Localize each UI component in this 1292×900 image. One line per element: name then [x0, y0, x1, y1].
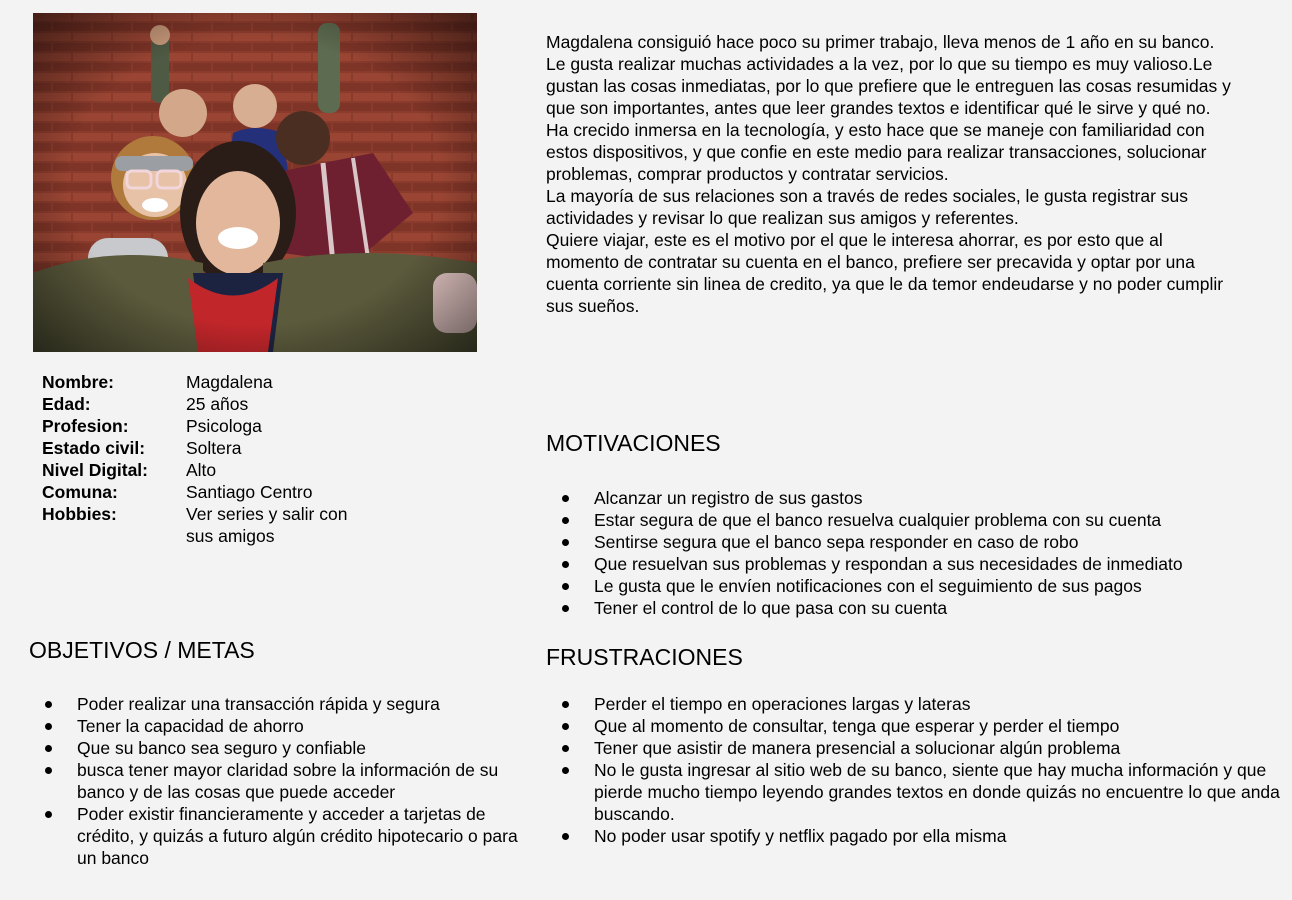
- profile-value: Magdalena: [186, 372, 273, 392]
- profile-value: Psicologa: [186, 416, 262, 436]
- list-item: [546, 737, 1286, 759]
- persona-bio: [546, 31, 1236, 317]
- group-selfie-photo-icon: [33, 13, 477, 352]
- list-item: [546, 553, 1246, 575]
- profile-row-nivel-digital: [42, 459, 356, 481]
- list-item-text: Poder existir financieramente y acceder a tarjetas de crédito, y quizás a futuro algún crédito hipotecario o para un banco: [77, 804, 518, 868]
- list-item-text: Tener el control de lo que pasa con su cuenta: [594, 598, 948, 618]
- list-item: [546, 715, 1286, 737]
- list-item: [29, 803, 529, 869]
- list-item: [29, 737, 529, 759]
- profile-label: Comuna:: [42, 482, 118, 502]
- bio-paragraph: Ha crecido inmersa en la tecnología, y esto hace que se maneje con familiaridad con estos dispositivos, y que confie en este medio para realizar transacciones, solucionar problemas, comprar productos y contratar servicios.: [546, 120, 1207, 184]
- list-item: [546, 759, 1286, 825]
- list-item: [546, 597, 1246, 619]
- profile-value: Alto: [186, 460, 217, 480]
- profile-row-edad: [42, 393, 356, 415]
- profile-value: Santiago Centro: [186, 482, 313, 502]
- objetivos-list: [29, 693, 529, 869]
- list-item-text: Tener la capacidad de ahorro: [77, 716, 304, 736]
- list-item-text: Que al momento de consultar, tenga que esperar y perder el tiempo: [594, 716, 1120, 736]
- profile-value: 25 años: [186, 394, 249, 414]
- list-item-text: busca tener mayor claridad sobre la información de su banco y de las cosas que puede acceder: [77, 760, 499, 802]
- bio-paragraph: Le gusta realizar muchas actividades a la vez, por lo que su tiempo es muy valioso.Le gustan las cosas inmediatas, por lo que prefiere que le entreguen las cosas resumidas y que son importantes, antes que leer grandes textos e identificar qué le sirve y qué no.: [546, 54, 1231, 118]
- persona-photo: [33, 13, 477, 352]
- bio-paragraph: Quiere viajar, este es el motivo por el que le interesa ahorrar, es por esto que al momento de contratar su cuenta en el banco, prefiere ser precavida y optar por una cuenta corriente sin linea de credito, ya que le da temor endeudarse y no poder cumplir sus sueños.: [546, 230, 1224, 316]
- list-item: [29, 693, 529, 715]
- list-item-text: Perder el tiempo en operaciones largas y lateras: [594, 694, 971, 714]
- list-item-text: Poder realizar una transacción rápida y segura: [77, 694, 440, 714]
- list-item-text: Sentirse segura que el banco sepa responder en caso de robo: [594, 532, 1079, 552]
- list-item-text: No le gusta ingresar al sitio web de su banco, siente que hay mucha información y que pierde mucho tiempo leyendo grandes textos en donde quizás no encuentre lo que anda buscando.: [594, 760, 1280, 824]
- list-item: [546, 693, 1286, 715]
- list-item-text: Que su banco sea seguro y confiable: [77, 738, 366, 758]
- frustraciones-list: [546, 693, 1286, 847]
- profile-label: Nivel Digital:: [42, 460, 148, 480]
- profile-label: Hobbies:: [42, 504, 117, 524]
- list-item: [546, 531, 1246, 553]
- list-item: [546, 575, 1246, 597]
- profile-label: Edad:: [42, 394, 91, 414]
- profile-label: Estado civil:: [42, 438, 146, 458]
- list-item-text: Tener que asistir de manera presencial a solucionar algún problema: [594, 738, 1121, 758]
- profile-details: [42, 371, 356, 547]
- profile-value: Ver series y salir con sus amigos: [186, 504, 348, 546]
- objetivos-heading: OBJETIVOS / METAS: [29, 637, 255, 663]
- bio-paragraph: La mayoría de sus relaciones son a través de redes sociales, le gusta registrar sus actividades y revisar lo que realizan sus amigos y referentes.: [546, 186, 1188, 228]
- profile-value: Soltera: [186, 438, 242, 458]
- profile-label: Profesion:: [42, 416, 129, 436]
- profile-row-estado-civil: [42, 437, 356, 459]
- motivaciones-heading: MOTIVACIONES: [546, 430, 721, 456]
- list-item: [29, 715, 529, 737]
- profile-row-comuna: [42, 481, 356, 503]
- profile-label: Nombre:: [42, 372, 114, 392]
- profile-row-nombre: [42, 371, 356, 393]
- list-item: [29, 759, 529, 803]
- list-item-text: Que resuelvan sus problemas y respondan a sus necesidades de inmediato: [594, 554, 1183, 574]
- profile-row-hobbies: [42, 503, 356, 547]
- list-item: [546, 487, 1246, 509]
- list-item: [546, 825, 1286, 847]
- profile-row-profesion: [42, 415, 356, 437]
- list-item: [546, 509, 1246, 531]
- bio-paragraph: Magdalena consiguió hace poco su primer trabajo, lleva menos de 1 año en su banco.: [546, 32, 1215, 52]
- motivaciones-list: [546, 487, 1246, 619]
- list-item-text: Alcanzar un registro de sus gastos: [594, 488, 863, 508]
- list-item-text: Estar segura de que el banco resuelva cualquier problema con su cuenta: [594, 510, 1162, 530]
- frustraciones-heading: FRUSTRACIONES: [546, 644, 743, 670]
- list-item-text: Le gusta que le envíen notificaciones con el seguimiento de sus pagos: [594, 576, 1142, 596]
- list-item-text: No poder usar spotify y netflix pagado por ella misma: [594, 826, 1007, 846]
